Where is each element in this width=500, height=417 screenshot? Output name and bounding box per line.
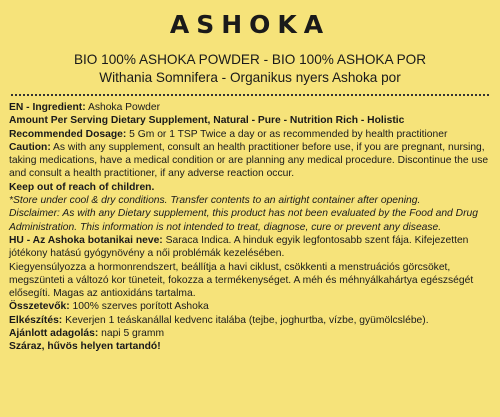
en-keep-out: Keep out of reach of children. — [9, 181, 155, 193]
hu-preparation — [9, 314, 491, 327]
brand-name: ASHOKA — [169, 10, 331, 39]
hu-botanical-value: Saraca Indica. A hinduk egyik legfontosabb szent fája. Kifejezetten jótékony hatású gyógynövény a női problémák kezelésében. — [9, 234, 469, 260]
en-dosage — [9, 128, 491, 141]
hu-storage: Száraz, hűvös helyen tartandó! — [9, 341, 161, 353]
hu-botanical — [9, 234, 491, 261]
label-body-text — [9, 101, 491, 354]
dotted-divider — [11, 94, 489, 96]
en-ingredient — [9, 101, 491, 114]
hu-benefits: Kiegyensúlyozza a hormonrendszert, beállítja a havi ciklust, csökkenti a menstruációs görcsöket, megszünteti a változó kor tüneteit, fokozza a termékenységet. A méh és méhnyálkahártya egészségét elősegíti. Magas az antioxidáns tartalma. — [9, 261, 474, 300]
hu-preparation-value: Keverjen 1 teáskanállal kedvenc italába (tejbe, joghurtba, vízbe, gyümölcslébe). — [62, 314, 429, 326]
hu-botanical-label: HU - Az Ashoka botanikai neve: — [9, 234, 163, 246]
hu-dose-value: napi 5 gramm — [98, 328, 165, 340]
hu-ingredients-value: 100% szerves porított Ashoka — [69, 301, 209, 313]
product-title-line-2: Withania Somnifera - Organikus nyers Ashoka por — [99, 70, 401, 85]
en-ingredient-value: Ashoka Powder — [85, 102, 161, 113]
hu-preparation-label: Elkészítés: — [9, 314, 63, 326]
hu-dose — [9, 327, 491, 340]
hu-ingredients — [9, 300, 491, 313]
en-dosage-value: 5 Gm or 1 TSP Twice a day or as recommended by health practitioner — [126, 128, 448, 140]
en-amount-line: Amount Per Serving Dietary Supplement, Natural - Pure - Nutrition Rich - Holistic — [9, 115, 405, 127]
hu-dose-label: Ajánlott adagolás: — [9, 328, 99, 340]
en-storage-note: *Store under cool & dry conditions. Transfer contents to an airtight container after opening. — [9, 195, 421, 207]
en-caution-label: Caution: — [9, 141, 51, 153]
en-dosage-label: Recommended Dosage: — [9, 128, 127, 140]
product-title-line-1: BIO 100% ASHOKA POWDER - BIO 100% ASHOKA POR — [73, 52, 427, 67]
en-disclaimer: Disclaimer: As with any Dietary supplement, this product has not been evaluated by the Food and Drug Administration. This information is not intended to treat, diagnose, cure or prevent any disease. — [9, 208, 478, 233]
en-ingredient-label: EN - Ingredient: — [9, 102, 86, 113]
en-caution-value: As with any supplement, consult an health practitioner before use, if you are pregnant, nursing, taking medications, have a medical condition or are planning any medical procedure. Discontinue the use and consult a health practitioner, if any adverse reaction occur. — [9, 141, 489, 180]
hu-ingredients-label: Összetevők: — [9, 301, 70, 313]
en-caution — [9, 141, 491, 181]
